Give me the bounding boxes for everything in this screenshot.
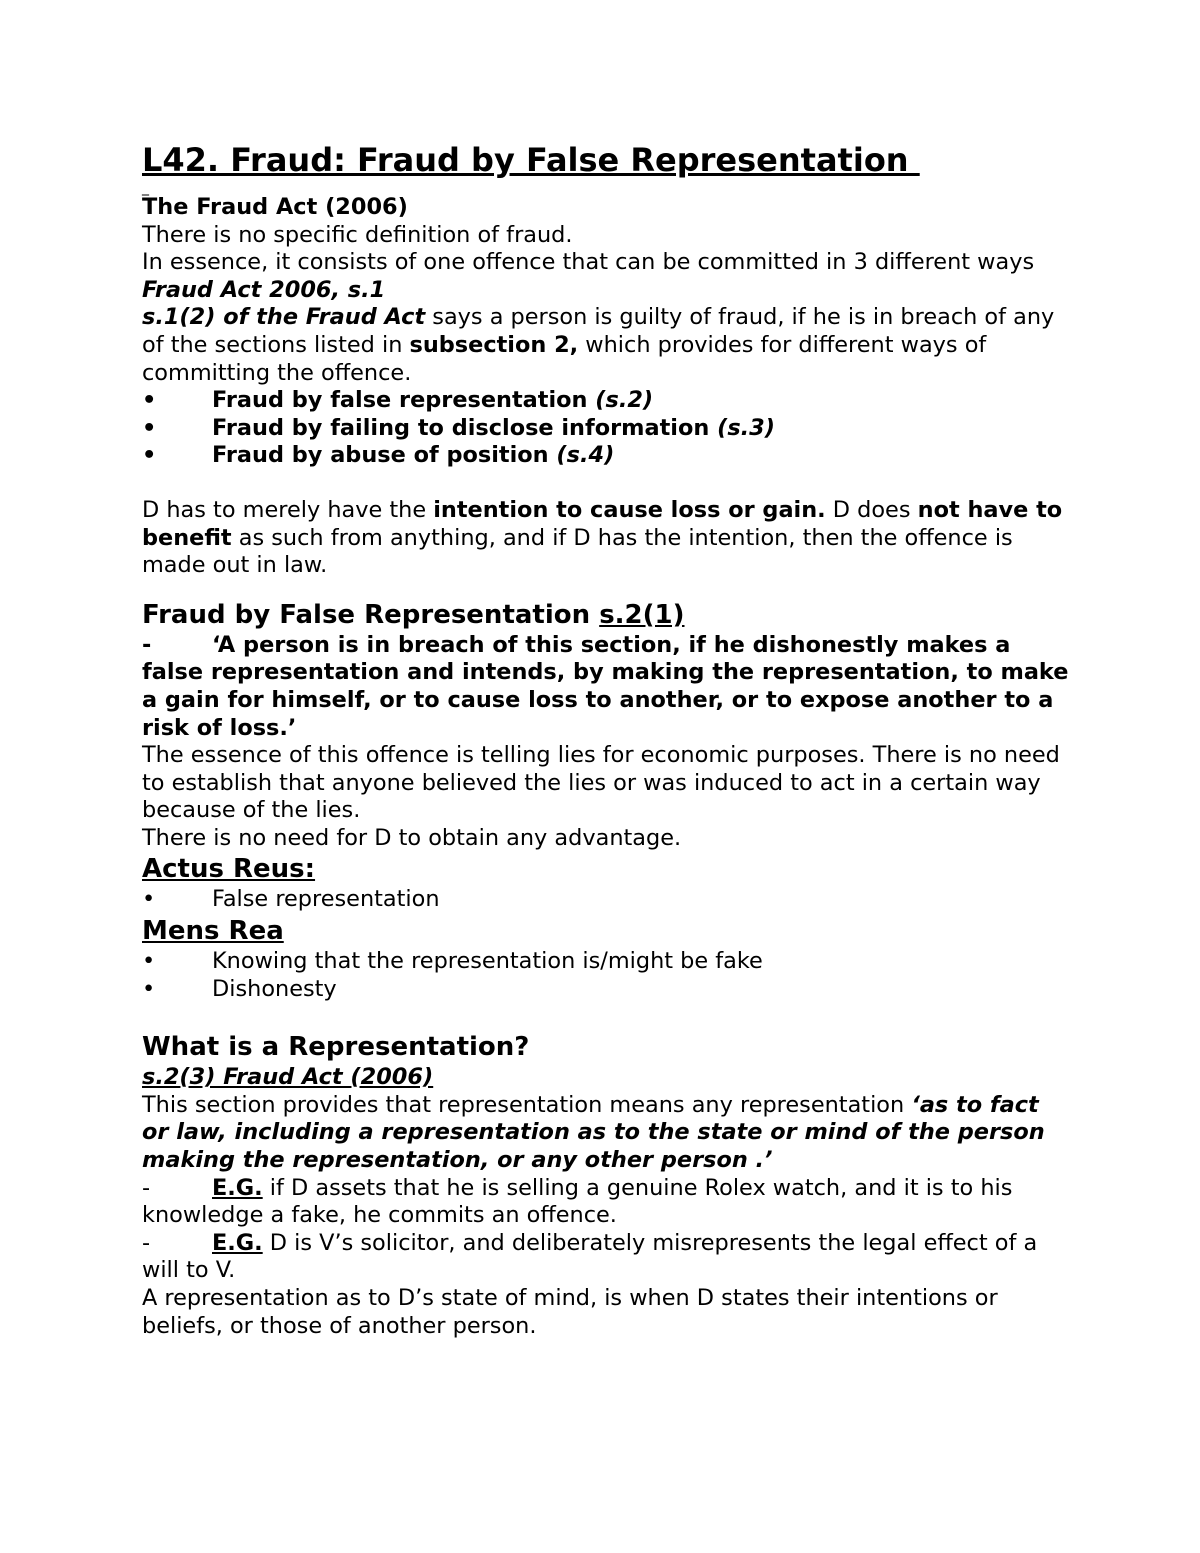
list-item (142, 387, 1072, 415)
dash-marker: - (142, 1229, 151, 1256)
act-reference: Fraud Act 2006, s.1 (142, 276, 386, 303)
representation-heading: What is a Representation? (142, 1032, 530, 1063)
list-item (142, 442, 1072, 470)
item-text: Dishonesty (212, 975, 337, 1002)
s12-text-b: which provides for different ways of committing the offence. (142, 331, 987, 386)
item-text: False representation (212, 886, 440, 913)
state-of-mind-paragraph: A representation as to D’s state of mind, is when D states their intentions or beliefs, or those of another person. (142, 1285, 998, 1339)
mens-rea-heading: Mens Rea (142, 916, 284, 947)
s12-reference: s.1(2) of the Fraud Act (142, 304, 426, 331)
fraud-ways-list (142, 387, 1072, 470)
way-section: (s.3) (717, 414, 775, 441)
quote-text: ‘A person is in breach of this section, if he dishonestly makes a false representation and intends, by making the representation, to make a gain for himself, or to cause loss to another, or to expose another to a risk of loss.’ (142, 631, 1069, 741)
bullet-icon: • (142, 442, 157, 469)
eg-label: E.G. (212, 1174, 263, 1201)
actus-reus-list (142, 886, 1072, 914)
false-representation-heading (142, 598, 1072, 632)
eg-label: E.G. (212, 1229, 263, 1256)
mens-rea-list (142, 948, 1072, 1003)
fraud-act-heading: The Fraud Act (2006) (142, 194, 408, 220)
s12-text-a: says a person is guilty of fraud, if he is in breach of any of the sections listed in (142, 304, 1055, 358)
list-item (142, 886, 1072, 914)
s12-paragraph (142, 304, 1072, 387)
dash-marker: - (142, 1174, 151, 1201)
document-page (142, 138, 1072, 1340)
intent-text-b: intention to cause loss or gain. (433, 496, 826, 523)
way-section: (s.4) (556, 442, 615, 469)
example-1 (142, 1175, 1072, 1230)
intro-line-2: In essence, it consists of one offence that can be committed in 3 different ways (142, 249, 1035, 276)
intention-paragraph (142, 497, 1072, 580)
way-label: Fraud by abuse of position (212, 442, 557, 469)
definition-text-a: This section provides that representation means any representation (142, 1091, 912, 1118)
item-text: Knowing that the representation is/might be fake (212, 948, 763, 975)
definition-quote: ‘as to fact or law, including a representation as to the state or mind of the person making the representation, or any other person .’ (142, 1091, 1045, 1174)
bullet-icon: • (142, 975, 156, 1002)
bullet-icon: • (142, 886, 156, 913)
way-label: Fraud by failing to disclose information (212, 414, 718, 441)
intent-text-d: not have to benefit (142, 496, 1063, 551)
dash-marker: - (142, 631, 152, 658)
heading-ref: s.2(1) (599, 599, 685, 630)
bullet-icon: • (142, 414, 157, 441)
list-item (142, 415, 1072, 443)
example-text: D is V’s solicitor, and deliberately misrepresents the legal effect of a will to V. (142, 1229, 1038, 1284)
actus-reus-heading: Actus Reus: (142, 854, 316, 885)
representation-definition (142, 1092, 1072, 1175)
essence-paragraph: The essence of this offence is telling lies for economic purposes. There is no need to establish that anyone believed the lies or was induced to act in a certain way because of the lies. (142, 742, 1060, 824)
s23-reference: s.2(3) Fraud Act (2006) (142, 1064, 434, 1091)
example-2 (142, 1230, 1072, 1285)
bullet-icon: • (142, 387, 157, 414)
list-item (142, 976, 1072, 1004)
page-title: L42. Fraud: Fraud by False Representation (142, 141, 920, 179)
underscore-mark: _ (142, 180, 149, 196)
example-text: if D assets that he is selling a genuine Rolex watch, and it is to his knowledge a fake, he commits an offence. (142, 1174, 1013, 1229)
intent-text-e: as such from anything, and if D has the intention, then the offence is made out in law. (142, 524, 1013, 579)
bullet-icon: • (142, 948, 156, 975)
intro-line-1: There is no specific definition of fraud. (142, 221, 573, 248)
way-section: (s.2) (595, 387, 654, 414)
subsection-ref: subsection 2, (409, 331, 579, 358)
heading-text: Fraud by False Representation (142, 599, 600, 630)
no-advantage-line: There is no need for D to obtain any advantage. (142, 824, 682, 851)
intent-text-c: D does (825, 496, 918, 523)
statutory-quote (142, 632, 1072, 742)
intent-text-a: D has to merely have the (142, 496, 434, 523)
way-label: Fraud by false representation (212, 387, 596, 414)
list-item (142, 948, 1072, 976)
